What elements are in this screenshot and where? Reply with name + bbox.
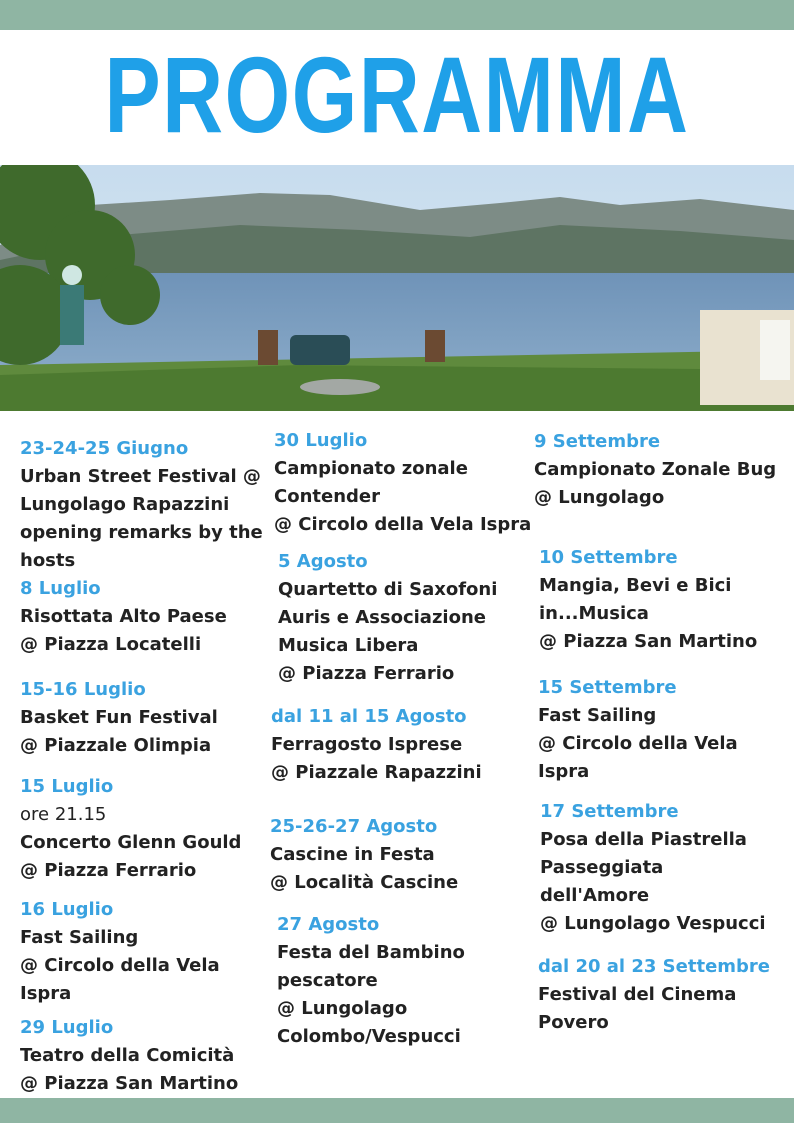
event-12	[534, 428, 776, 512]
event-line: Auris e Associazione	[278, 607, 486, 628]
event-date: dal 20 al 23 Settembre	[538, 956, 770, 977]
bottom-bar	[0, 1098, 794, 1123]
event-line: pescatore	[277, 970, 378, 991]
event-line: Risottata Alto Paese	[20, 606, 227, 627]
event-line: @ Lungolago	[534, 487, 665, 508]
event-line: @ Piazza San Martino	[539, 631, 758, 652]
event-date: 15 Luglio	[20, 776, 114, 797]
event-line: Campionato zonale	[274, 458, 468, 479]
event-1	[20, 435, 263, 575]
event-line: Ferragosto Isprese	[271, 734, 463, 755]
event-date: 15-16 Luglio	[20, 679, 146, 700]
event-8	[278, 548, 497, 688]
event-3	[20, 676, 218, 760]
event-line: Teatro della Comicità	[20, 1045, 235, 1066]
event-line: Fast Sailing	[538, 705, 657, 726]
event-date: 23-24-25 Giugno	[20, 438, 189, 459]
event-line: Campionato Zonale Bug	[534, 459, 777, 480]
event-line: @ Circolo della Vela Ispra	[274, 514, 532, 535]
event-line: Festa del Bambino	[277, 942, 465, 963]
event-5	[20, 896, 220, 1008]
event-line: Quartetto di Saxofoni	[278, 579, 498, 600]
event-line: Mangia, Bevi e Bici	[539, 575, 732, 596]
event-line: @ Piazzale Rapazzini	[271, 762, 482, 783]
event-line: @ Piazza Ferrario	[278, 663, 455, 684]
event-line: Passeggiata	[540, 857, 664, 878]
event-line: @ Lungolago	[277, 998, 408, 1019]
event-date: 15 Settembre	[538, 677, 677, 698]
event-date: 5 Agosto	[278, 551, 368, 572]
event-line: in...Musica	[539, 603, 649, 624]
event-date: 17 Settembre	[540, 801, 679, 822]
event-line: Povero	[538, 1012, 609, 1033]
event-7	[274, 427, 531, 539]
event-date: 25-26-27 Agosto	[270, 816, 438, 837]
event-line: Contender	[274, 486, 380, 507]
event-line: Fast Sailing	[20, 927, 139, 948]
event-14	[538, 674, 738, 786]
event-line: Ispra	[20, 983, 72, 1004]
event-date: 29 Luglio	[20, 1017, 114, 1038]
event-13	[539, 544, 757, 656]
event-date: 10 Settembre	[539, 547, 678, 568]
event-line: @ Piazza Locatelli	[20, 634, 202, 655]
event-line: @ Circolo della Vela	[538, 733, 738, 754]
event-6	[20, 1014, 238, 1098]
event-date: 27 Agosto	[277, 914, 380, 935]
lake-landscape-photo	[0, 165, 794, 411]
event-line: @ Lungolago Vespucci	[540, 913, 766, 934]
event-line: hosts	[20, 550, 76, 571]
top-bar	[0, 0, 794, 30]
event-line: @ Piazza San Martino	[20, 1073, 239, 1094]
event-line: Lungolago Rapazzini	[20, 494, 230, 515]
event-line: dell'Amore	[540, 885, 650, 906]
event-line: Basket Fun Festival	[20, 707, 218, 728]
event-line: @ Piazzale Olimpia	[20, 735, 212, 756]
event-date: 8 Luglio	[20, 578, 101, 599]
event-line: Festival del Cinema	[538, 984, 737, 1005]
event-11	[277, 911, 465, 1051]
event-line: Posa della Piastrella	[540, 829, 747, 850]
event-line: Concerto Glenn Gould	[20, 832, 242, 853]
event-date: 16 Luglio	[20, 899, 114, 920]
event-2	[20, 575, 227, 659]
event-line: opening remarks by the	[20, 522, 263, 543]
event-16	[538, 953, 770, 1037]
event-9	[271, 703, 482, 787]
event-date: 30 Luglio	[274, 430, 368, 451]
event-date: 9 Settembre	[534, 431, 661, 452]
event-time: ore 21.15	[20, 804, 107, 825]
event-line: @ Località Cascine	[270, 872, 459, 893]
event-15	[540, 798, 766, 938]
event-line: @ Piazza Ferrario	[20, 860, 197, 881]
event-10	[270, 813, 458, 897]
event-line: @ Circolo della Vela	[20, 955, 220, 976]
event-line: Ispra	[538, 761, 590, 782]
event-line: Urban Street Festival @	[20, 466, 261, 487]
event-line: Colombo/Vespucci	[277, 1026, 461, 1047]
event-line: Musica Libera	[278, 635, 419, 656]
event-4	[20, 773, 241, 885]
event-date: dal 11 al 15 Agosto	[271, 706, 467, 727]
event-line: Cascine in Festa	[270, 844, 435, 865]
page-title: PROGRAMMA	[104, 34, 690, 155]
